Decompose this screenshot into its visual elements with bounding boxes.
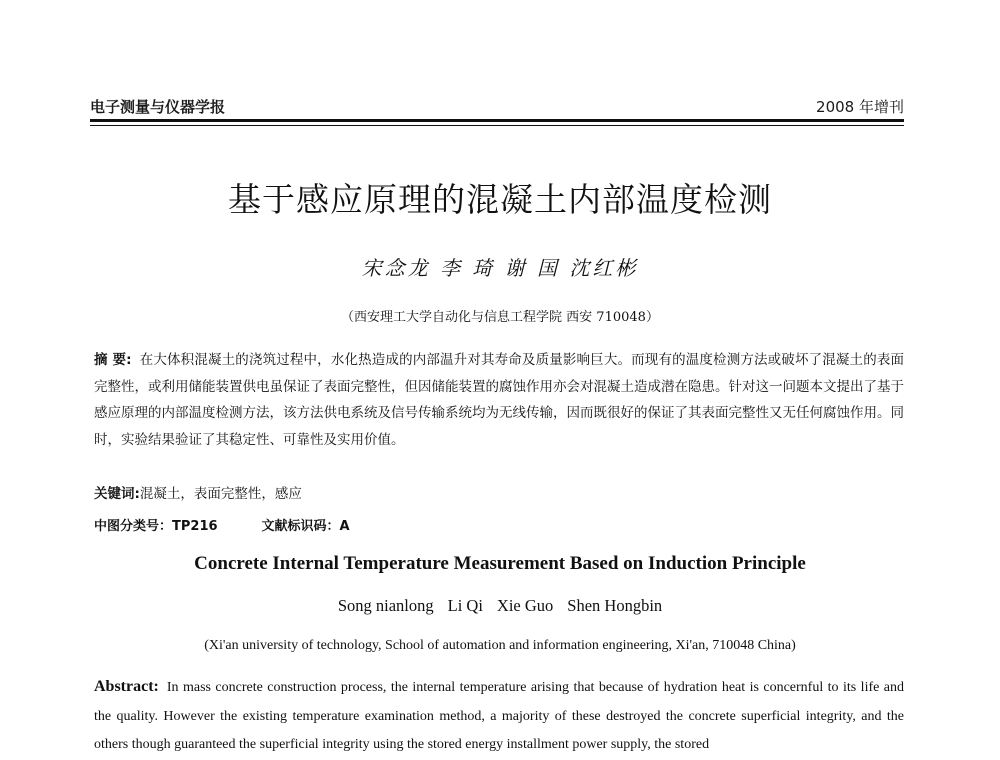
classification-line: [94, 515, 350, 534]
abstract-en-label: Abstract:: [94, 678, 159, 695]
author-en-2: Li Qi: [447, 596, 483, 615]
author-en-3: Xie Guo: [496, 596, 554, 615]
abstract-cn-text: 在大体积混凝土的浇筑过程中，水化热造成的内部温升对其寿命及质量影响巨大。而现有的温度检测方法或破坏了混凝土的表面完整性，或利用储能装置供电虽保证了表面完整性，但因储能装置的腐蚀作用亦会对混凝土造成潜在隐患。针对这一问题本文提出了基于感应原理的内部温度检测方法，该方法供电系统及信号传输系统均为无线传输，因而既很好的保证了其表面完整性又无任何腐蚀作用。同时，实验结果验证了其稳定性、可靠性及实用价值。: [94, 352, 904, 448]
author-en-4: Shen Hongbin: [567, 596, 663, 615]
keywords-cn-text: 混凝土，表面完整性，感应: [139, 486, 302, 502]
affiliation-en: (Xi'an university of technology, School of automation and information engineering, Xi'an, 710048 China): [204, 638, 796, 653]
abstract-cn-label: 摘 要:: [94, 352, 132, 368]
clc-number: 中图分类号：TP216: [94, 519, 218, 534]
document-code: 文献标识码：A: [261, 519, 350, 534]
paper-title-cn: 基于感应原理的混凝土内部温度检测: [228, 180, 772, 219]
author-en-1: Song nianlong: [337, 596, 434, 615]
header-rule-thick: [90, 119, 904, 122]
issue-label: 2008 年增刊: [816, 98, 904, 116]
authors-en: [0, 596, 1000, 616]
abstract-en: [94, 673, 904, 760]
abstract-en-text: In mass concrete construction process, the internal temperature arising that because of hydration heat is concernful to its life and the quality. However the existing temperature examination method, a majority of these destroyed the concrete superficial integrity, and the others though guaranteed the superficial integrity using the stored energy installment power supply, the stored: [94, 680, 904, 752]
abstract-cn: [94, 347, 904, 453]
keywords-cn: [94, 482, 302, 502]
authors-cn: 宋念龙 李 琦 谢 国 沈红彬: [361, 256, 639, 280]
affiliation-cn: （西安理工大学自动化与信息工程学院 西安 710048）: [341, 310, 659, 325]
journal-name: 电子测量与仪器学报: [90, 98, 226, 116]
paper-title-en: Concrete Internal Temperature Measurement Based on Induction Principle: [194, 553, 806, 574]
keywords-cn-label: 关键词:: [94, 486, 140, 502]
header-rule-thin: [90, 125, 904, 126]
